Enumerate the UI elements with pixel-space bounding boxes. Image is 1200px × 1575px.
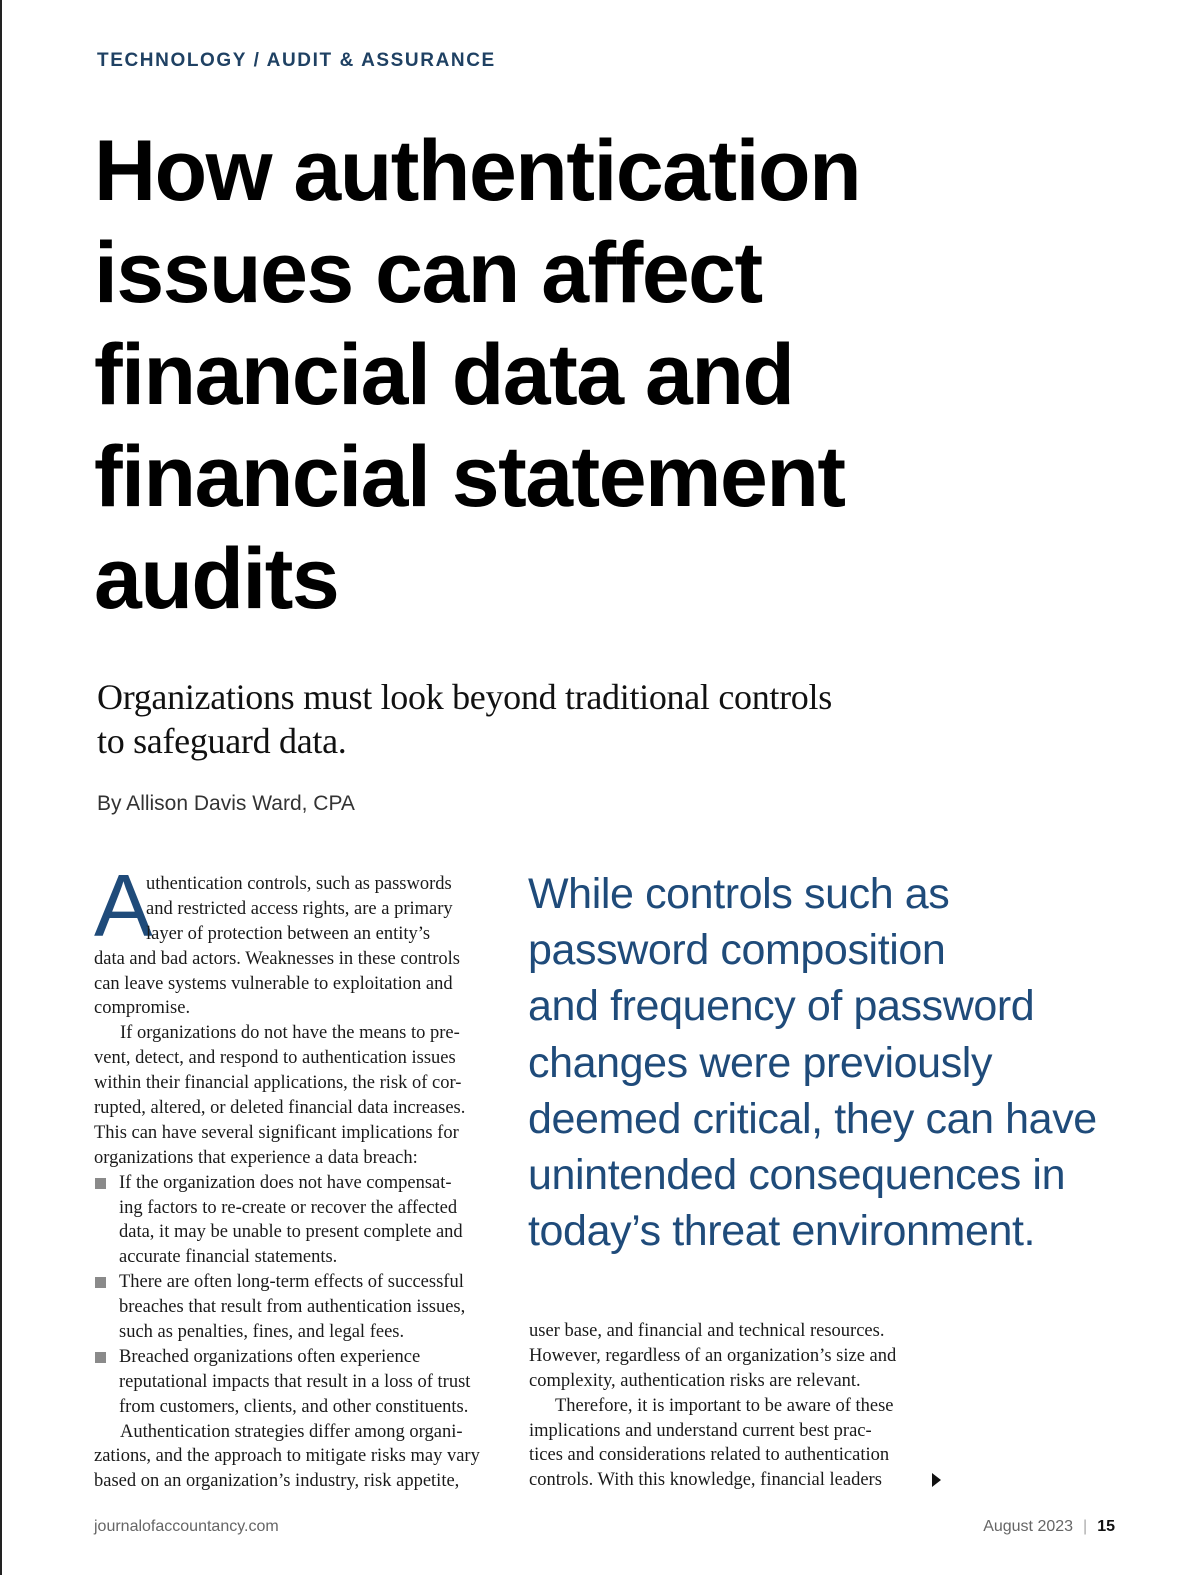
bullet-text: reputational impacts that result in a loss of trust	[119, 1371, 471, 1392]
pull-quote-line: While controls such as	[528, 870, 950, 918]
pull-quote-line: password composition	[528, 926, 946, 975]
body-line: If organizations do not have the means to pre-	[120, 1023, 460, 1044]
headline-line: financial statement	[94, 429, 845, 525]
body-line: organizations that experience a data breach:	[94, 1147, 418, 1168]
body-line: can leave systems vulnerable to exploitation and	[94, 973, 453, 994]
body-line: user base, and financial and technical resources.	[529, 1321, 885, 1341]
bullet-square-icon	[95, 1178, 106, 1189]
body-line: rupted, altered, or deleted financial data increases.	[94, 1098, 466, 1119]
body-line: uthentication controls, such as passwords	[146, 874, 452, 894]
pull-quote-line: unintended consequences in	[528, 1151, 1066, 1200]
headline-line: issues can affect	[94, 225, 762, 321]
body-line: This can have several significant implications for	[94, 1122, 459, 1143]
bullet-text: from customers, clients, and other constituents.	[119, 1396, 469, 1417]
bullet-item	[94, 1270, 514, 1345]
footer-separator: |	[1083, 1518, 1088, 1535]
deck-line: Organizations must look beyond traditional controls	[97, 677, 832, 717]
body-line: Therefore, it is important to be aware of these	[555, 1395, 894, 1416]
bullet-text: breaches that result from authentication issues,	[119, 1297, 466, 1318]
bullet-text: such as penalties, fines, and legal fees.	[119, 1322, 405, 1343]
pull-quote-line: changes were previously	[528, 1038, 993, 1087]
bullet-text: accurate financial statements.	[119, 1247, 338, 1268]
section-label: TECHNOLOGY / AUDIT & ASSURANCE	[97, 50, 496, 71]
body-line: implications and understand current best prac-	[529, 1420, 872, 1441]
deck-line: to safeguard data.	[97, 721, 347, 761]
bullet-text: data, it may be unable to present complete and	[119, 1222, 463, 1243]
article-headline	[94, 120, 1094, 630]
body-line: based on an organization’s industry, risk appetite,	[94, 1471, 460, 1492]
page-edge-rule	[0, 0, 2, 1575]
page-number: 15	[1097, 1518, 1115, 1535]
pull-quote	[528, 866, 1148, 1259]
bullet-item	[94, 1345, 514, 1420]
headline-line: audits	[94, 531, 339, 627]
drop-cap: A	[94, 856, 153, 955]
body-line: complexity, authentication risks are relevant.	[529, 1370, 861, 1391]
footer-issue-info	[983, 1518, 1115, 1536]
body-line: within their financial applications, the risk of cor-	[94, 1073, 462, 1094]
bullet-text: There are often long-term effects of successful	[119, 1272, 464, 1293]
body-line: data and bad actors. Weaknesses in these controls	[94, 948, 460, 969]
body-column-right	[529, 1319, 949, 1493]
footer-url: journalofaccountancy.com	[94, 1518, 279, 1535]
pull-quote-line: deemed critical, they can have	[528, 1094, 1097, 1143]
footer-issue-date: August 2023	[983, 1518, 1074, 1535]
body-line: compromise.	[94, 998, 191, 1019]
bullet-text: ing factors to re-create or recover the affected	[119, 1197, 458, 1218]
pull-quote-line: today’s threat environment.	[528, 1207, 1036, 1256]
pull-quote-line: and frequency of password	[528, 982, 1035, 1031]
body-line: controls. With this knowledge, financial leaders	[529, 1470, 882, 1491]
continue-arrow-icon	[932, 1473, 941, 1487]
body-line: Authentication strategies differ among organi-	[120, 1421, 463, 1442]
body-column-left	[94, 872, 514, 1494]
body-line: layer of protection between an entity’s	[146, 923, 431, 944]
bullet-text: If the organization does not have compensat-	[119, 1172, 452, 1193]
bullet-square-icon	[95, 1277, 106, 1288]
article-deck	[97, 675, 917, 763]
body-line: vent, detect, and respond to authentication issues	[94, 1048, 456, 1069]
body-line: zations, and the approach to mitigate risks may vary	[94, 1446, 480, 1467]
bullet-item	[94, 1171, 514, 1271]
body-line: However, regardless of an organization’s size and	[529, 1345, 897, 1366]
bullet-text: Breached organizations often experience	[119, 1346, 421, 1367]
headline-line: How authentication	[94, 123, 861, 219]
headline-line: financial data and	[94, 327, 794, 423]
body-line: tices and considerations related to authentication	[529, 1445, 890, 1466]
body-line: and restricted access rights, are a primary	[146, 898, 453, 919]
byline: By Allison Davis Ward, CPA	[97, 792, 355, 815]
bullet-square-icon	[95, 1352, 106, 1363]
